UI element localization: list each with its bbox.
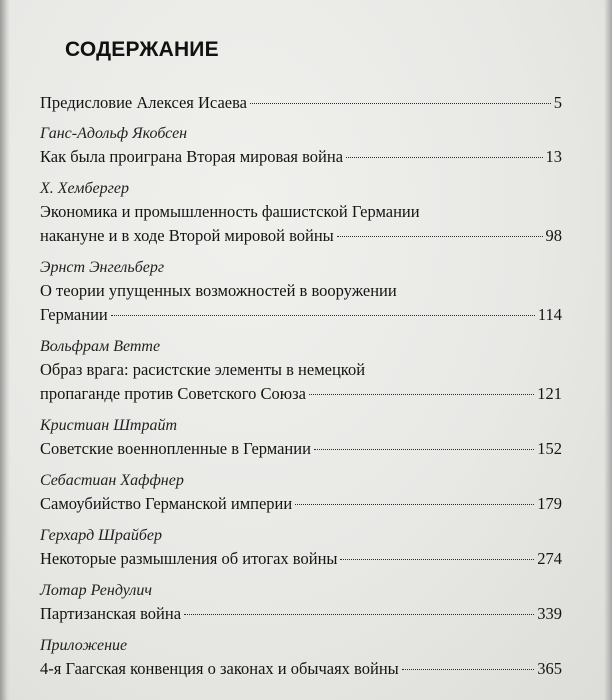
toc-page-number: 339: [537, 604, 562, 623]
toc-page-number: 121: [537, 384, 562, 403]
toc-entry-author: Ганс-Адольф Якобсен: [40, 125, 188, 142]
toc-line: [40, 492, 562, 516]
toc-entry-title: Некоторые размышления об итогах войны: [40, 549, 338, 568]
dot-leader: [250, 103, 551, 104]
page-left-edge-shadow: [0, 0, 10, 700]
toc-entry-author: Лотар Рендулич: [40, 582, 152, 599]
toc-page-number: 114: [537, 305, 562, 324]
dot-leader: [295, 504, 534, 505]
toc-entry-title: Предисловие Алексея Исаева: [40, 93, 247, 112]
toc-entry-title: Советские военнопленные в Германии: [40, 439, 311, 458]
toc-page-number: 365: [537, 659, 562, 678]
toc-entry: [40, 178, 562, 248]
toc-entry: [40, 415, 562, 461]
toc-entry-title-line: О теории упущенных возможностей в вооружении: [40, 281, 397, 300]
toc-entry-title: Партизанская война: [40, 604, 182, 623]
toc-entry-title: пропаганде против Советского Союза: [40, 384, 306, 403]
toc-entry: [40, 580, 562, 626]
toc-line: [40, 657, 562, 681]
dot-leader: [402, 669, 535, 670]
toc-entry-title: накануне и в ходе Второй мировой войны: [40, 226, 334, 245]
toc-page-number: 5: [553, 93, 562, 112]
dot-leader: [309, 394, 534, 395]
toc-entry-author: Приложение: [40, 637, 128, 654]
toc-line: [40, 224, 562, 248]
toc-page-number: 152: [537, 439, 562, 458]
toc-entry-author: Вольфрам Ветте: [40, 338, 161, 355]
dot-leader: [111, 315, 535, 316]
toc-entry-author: Эрнст Энгельберг: [40, 259, 165, 276]
page-right-edge-shadow: [604, 0, 612, 700]
page-title: СОДЕРЖАНИЕ: [65, 38, 219, 61]
toc-page-number: 13: [545, 147, 562, 166]
toc-line: [40, 547, 562, 571]
dot-leader: [184, 614, 534, 615]
toc-entry-author: Кристиан Штрайт: [40, 417, 178, 434]
toc-entry: [40, 123, 562, 169]
toc-line: [40, 602, 562, 626]
dot-leader: [346, 157, 542, 158]
toc-page-number: 179: [537, 494, 562, 513]
toc-entry-title: Германии: [40, 305, 108, 324]
toc-line: [40, 145, 562, 169]
toc-entry-title-line: Образ врага: расистские элементы в немецкой: [40, 360, 366, 379]
toc-entry: [40, 635, 562, 681]
toc-entry-title: Самоубийство Германской империи: [40, 494, 293, 513]
toc-entry: [40, 470, 562, 516]
dot-leader: [314, 449, 534, 450]
toc-line: [40, 91, 562, 115]
toc-line: [40, 437, 562, 461]
toc-entry: [40, 257, 562, 327]
toc-entry-author: Х. Хембергер: [40, 180, 129, 197]
toc-page-number: 98: [545, 226, 562, 245]
toc-entry-title-line: Экономика и промышленность фашистской Германии: [40, 202, 420, 221]
toc-entries-list: [40, 123, 562, 681]
dot-leader: [340, 559, 534, 560]
toc-entry: [40, 336, 562, 406]
toc-entry-author: Герхард Шрайбер: [40, 527, 163, 544]
toc-entry-title: Как была проиграна Вторая мировая война: [40, 147, 344, 166]
table-of-contents: [40, 91, 562, 690]
toc-entry: [40, 525, 562, 571]
toc-line: [40, 382, 562, 406]
dot-leader: [337, 236, 543, 237]
toc-entry-author: Себастиан Хаффнер: [40, 472, 184, 489]
toc-entry-preface: [40, 91, 562, 115]
toc-line: [40, 303, 562, 327]
toc-page-number: 274: [537, 549, 562, 568]
toc-entry-title: 4-я Гаагская конвенция о законах и обычаях войны: [40, 659, 399, 678]
